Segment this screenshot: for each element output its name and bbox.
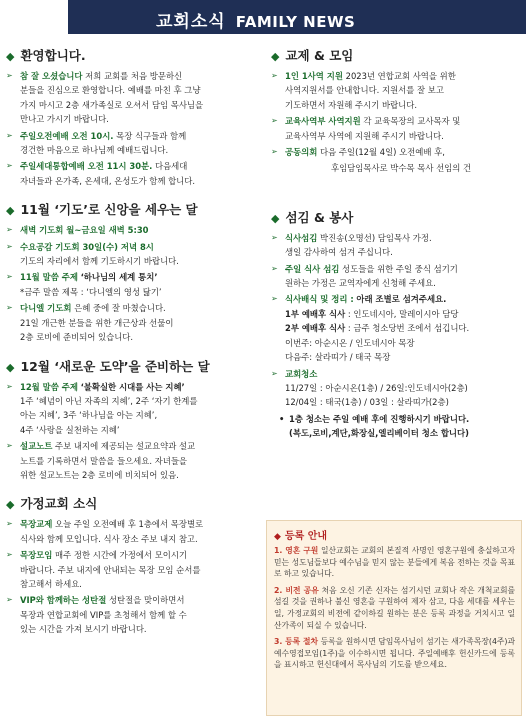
registration-paragraph: 1. 영혼 구원 일산교회는 교회의 본질적 사명인 영혼구원에 충실하고자 믿는 성도님들보다 예수님을 믿지 않는 분들에게 복음 전하는 것을 목표로 하고 있습니다. [274,546,515,579]
cleaning-note: • 1층 청소는 주일 예배 후에 진행하시기 바랍니다. [271,412,521,426]
section-november-heading: ◆ 11월 ‘기도’로 신앙을 세우는 달 [6,202,198,218]
arrow-icon: ➢ [6,303,13,313]
list-item: ➢ 12월 말씀 주제 ‘불확실한 시대를 사는 지혜’ 1주 ‘혜념이 아닌 자족의 지혜’, 2주 ‘자기 한계를 아는 지혜’, 3주 ‘하나님을 아는 지혜’, 4주 ‘사랑을 실천하는 지혜’ [6,381,198,435]
diamond-icon: ◆ [6,204,15,218]
diamond-icon: ◆ [6,360,15,374]
section-service-heading: ◆ 섬김 & 봉사 [271,209,354,225]
list-item: ➢ 설교노트 주보 내지에 제공되는 설교요약과 설교 노트를 기록하면서 말씀을 들으세요. 자녀들을 위한 설교노트는 2층 로비에 비치되어 있음. [6,441,196,480]
section-welcome-heading: ◆ 환영합니다. [6,48,86,63]
arrow-icon: ➢ [6,519,13,529]
list-item-continued: 후임담임목사로 박수목 목사 선임의 건 [331,163,472,174]
registration-paragraph: 2. 비전 공유 처음 오신 기존 신자는 섬기시던 교회나 작은 개척교회를 섬길 것을 권하나 불신 영혼을 구원하여 제자 삼고, 다음 세대를 세우는 일, 가정교회의 비전에 같이하길 원하는 분은 등록 과정을 거치시고 일산가족이 되실 수 있습니다. [274,585,516,630]
list-item: ➢ 교육사역부 사역지원 각 교육목장의 교사목자 및 교육사역부 사역에 지원해 주시기 바랍니다. [271,116,461,141]
list-item: ➢ 주일세대통합예배 오전 11시 30분. 다음세대 자녀들과 온가족, 온세대, 온성도가 함께 합니다. [6,161,196,186]
section-fellowship-heading: ◆ 교제 & 모임 [271,48,354,63]
registration-paragraph: 3. 등록 절차 등록을 원하시면 담임목사님이 섬기는 새가족목장(4주)과 예수영접모임(1주)을 이수하시면 됩니다. 주일예배후 헌신카드에 등록을 표시하고 헌신대에서 목사님의 기도를 받으세요. [274,637,516,670]
left-column [6,48,261,639]
list-item: ➢ 목장교제 오늘 주일 오전예배 후 1층에서 목장별로 식사와 함께 모입니다. 식사 장소 주보 내지 참고. [6,519,204,544]
page-title [156,7,355,32]
arrow-icon: ➢ [6,441,13,451]
arrow-icon: ➢ [6,161,13,171]
registration-box [266,520,522,716]
list-item: ➢ 교회청소 11/27일 : 아순시온(1층) / 26일:인도네시아(2층) 12/04일 : 태국(1층) / 03일 : 살라띠가(2층) [271,368,468,408]
diamond-icon: ◆ [271,211,280,225]
diamond-icon: ◆ [274,532,281,542]
list-item: ➢ 다니엘 기도회 은혜 중에 잘 마쳤습니다. 21일 개근한 분들을 위한 개근상과 선물이 2층 로비에 준비되어 있습니다. [6,303,174,343]
arrow-icon: ➢ [271,232,278,242]
diamond-icon: ◆ [6,50,15,63]
registration-heading: ◆ 등록 안내 [274,531,328,542]
arrow-icon: ➢ [6,71,13,80]
arrow-icon: ➢ [6,272,13,282]
arrow-icon: ➢ [6,130,13,140]
list-item: ➢ 공동의회 다음 주일(12월 4일) 오전예배 후, [271,145,521,159]
cleaning-note: (복도,로비,계단,화장실,엘리베이터 청소 합니다) [289,428,469,439]
list-item: ➢ 참 잘 오셨습니다 저희 교회를 처음 방문하신 분들을 진심으로 환영합니다. 예배를 마친 후 그냥 가지 마시고 2층 새가족실로 오셔서 담임 목사님을 만나고 가시기 바랍니다. [6,71,204,125]
arrow-icon: ➢ [6,595,13,605]
header-banner [68,0,526,34]
list-item: ➢ 식사배식 및 정리 : 아래 조별로 섬겨주세요. 1부 예배후 식사 : 인도네시아, 말레이시아 담당 2부 예배후 식사 : 금주 청소당번 조에서 섬깁니다. 이번주: 아순시온 / 인도네시아 목장 다음주: 살라띠가 / 태국 목장 [271,294,470,363]
diamond-icon: ◆ [6,498,15,512]
arrow-icon: ➢ [271,294,278,304]
diamond-icon: ◆ [271,50,280,63]
list-item: ➢ 11월 말씀 주제 ‘하나님의 세계 통치’ *금주 말씀 제목 : ‘다니엘의 영성 닮기’ [6,272,162,297]
arrow-icon: ➢ [6,241,13,251]
arrow-icon: ➢ [271,368,278,378]
bullet-icon: • [279,413,285,424]
right-column [271,48,521,441]
arrow-icon: ➢ [271,147,278,157]
list-item: ➢ 수요공감 기도회 30일(수) 저녁 8시 기도의 자리에서 함께 기도하시기 바랍니다. [6,241,179,267]
section-small-group-heading: ◆ 가정교회 소식 [6,496,98,512]
list-item: ➢ 목장모임 매주 정한 시간에 가정에서 모이시기 바랍니다. 주보 내지에 안내되는 목장 모임 순서를 참고해서 하세요. [6,550,201,589]
arrow-icon: ➢ [271,116,278,126]
section-december-heading: ◆ 12월 ‘새로운 도약’을 준비하는 달 [6,358,210,374]
arrow-icon: ➢ [6,550,13,560]
list-item: ➢ 새벽 기도회 월~금요일 새벽 5:30 [6,223,261,237]
arrow-icon: ➢ [6,225,13,235]
arrow-icon: ➢ [271,263,278,273]
list-item: ➢ 주일 식사 섬김 성도들을 위한 주일 중식 섬기기 원하는 가정은 교역자에게 신청해 주세요. [271,263,458,289]
title-english: FAMILY NEWS [235,13,356,31]
list-item: ➢ 1인 1사역 지원 2023년 연합교회 사역을 위한 사역지원서를 안내합니다. 지원서를 잘 보고 기도하면서 자원해 주시기 바랍니다. [271,71,456,110]
list-item: ➢ VIP와 함께하는 성탄절 성탄절을 맞이하면서 목장과 연합교회에 VIP를 초청해서 함께 할 수 있는 시간을 가져 보시기 바랍니다. [6,595,187,635]
title-korean: 교회소식 [156,12,226,32]
list-item: ➢ 식사섬김 박진송(오명선) 담임목사 가정. 생일 감사하여 섬겨 주십니다. [271,232,432,258]
arrow-icon: ➢ [271,71,278,80]
arrow-icon: ➢ [6,381,13,391]
list-item: ➢ 주일오전예배 오전 10시. 목장 식구들과 함께 경건한 마음으로 하나님께 예배드립니다. [6,130,187,156]
